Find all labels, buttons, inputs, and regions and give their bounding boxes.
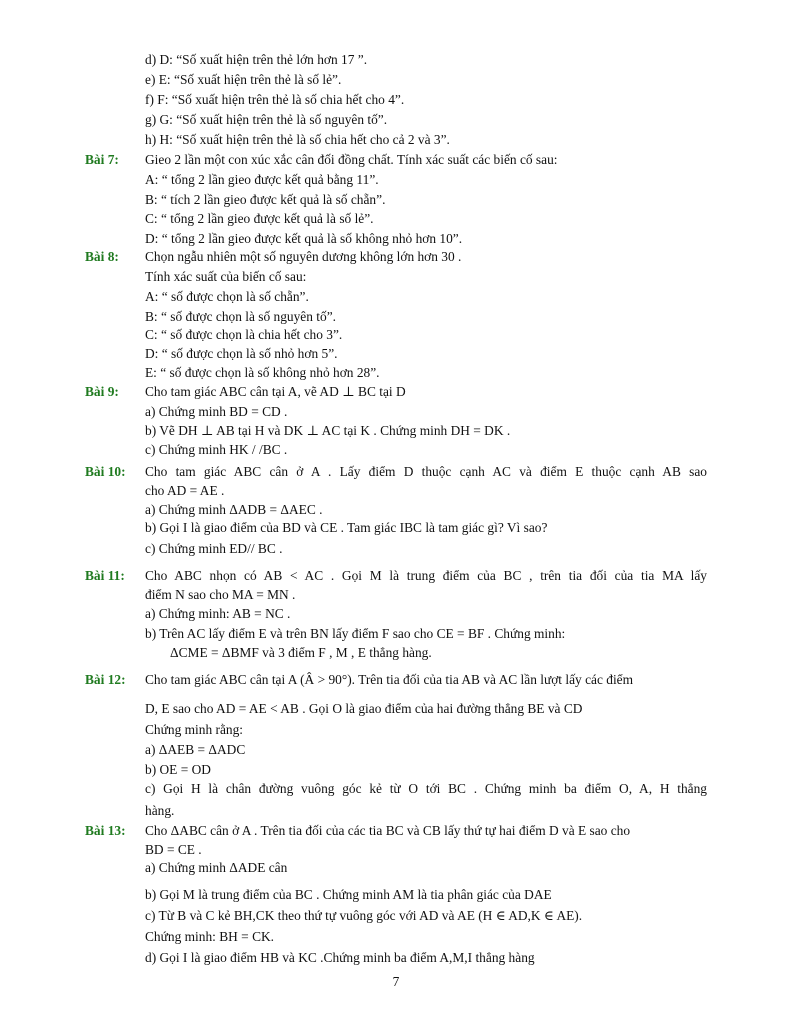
text-line: Tính xác suất của biến cố sau: [145, 269, 307, 284]
text-line: a) Chứng minh: AB = NC . [145, 606, 291, 621]
text-line: Cho ΔABC cân ở A . Trên tia đối của các tia BC và CB lấy thứ tự hai điểm D và E sao cho [145, 823, 631, 838]
text-line: a) ΔAEB = ΔADC [145, 742, 246, 757]
text-line: Cho tam giác ABC cân tại A (Â > 90°). Trên tia đối của tia AB và AC lần lượt lấy các điểm [145, 672, 634, 687]
exercise-label: Bài 8: [85, 249, 119, 264]
exercise-label: Bài 10: [85, 464, 126, 479]
text-line: A: “ tổng 2 lần gieo được kết quả bằng 11”. [145, 172, 379, 187]
text-line: Gieo 2 lần một con xúc xắc cân đối đồng chất. Tính xác suất các biến cố sau: [145, 152, 558, 167]
text-line: cho AD = AE . [145, 483, 225, 498]
text-line: Cho ABC nhọn có AB < AC . Gọi M là trung điểm của BC , trên tia đối của tia MA lấy [145, 568, 707, 583]
text-line: E: “ số được chọn là số không nhỏ hơn 28”. [145, 365, 380, 380]
text-line: g) G: “Số xuất hiện trên thẻ là số nguyên tố”. [145, 112, 388, 127]
text-line: e) E: “Số xuất hiện trên thẻ là số lẻ”. [145, 72, 342, 87]
text-line: Chứng minh rằng: [145, 722, 244, 737]
text-line: Cho tam giác ABC cân tại A, vẽ AD ⊥ BC tại D [145, 384, 406, 399]
text-line: A: “ số được chọn là số chẵn”. [145, 289, 309, 304]
text-line: điểm N sao cho MA = MN . [145, 587, 296, 602]
text-line: hàng. [145, 803, 175, 818]
exercise-label: Bài 9: [85, 384, 119, 399]
text-line: Cho tam giác ABC cân ở A . Lấy điểm D thuộc cạnh AC và điểm E thuộc cạnh AB sao [145, 464, 707, 479]
text-line: D: “ tổng 2 lần gieo được kết quả là số không nhỏ hơn 10”. [145, 231, 463, 246]
text-line: b) Gọi I là giao điểm của BD và CE . Tam giác IBC là tam giác gì? Vì sao? [145, 520, 548, 535]
text-line: f) F: “Số xuất hiện trên thẻ là số chia hết cho 4”. [145, 92, 405, 107]
exercise-label: Bài 7: [85, 152, 119, 167]
text-line: ΔCME = ΔBMF và 3 điểm F , M , E thẳng hàng. [170, 645, 432, 660]
text-line: c) Chứng minh HK / /BC . [145, 442, 288, 457]
text-line: D, E sao cho AD = AE < AB . Gọi O là giao điểm của hai đường thẳng BE và CD [145, 701, 583, 716]
text-line: b) Vẽ DH ⊥ AB tại H và DK ⊥ AC tại K . Chứng minh DH = DK . [145, 423, 511, 438]
text-line: d) Gọi I là giao điểm HB và KC .Chứng minh ba điểm A,M,I thẳng hàng [145, 950, 535, 965]
text-line: c) Gọi H là chân đường vuông góc kẻ từ O tới BC . Chứng minh ba điểm O, A, H thẳng [145, 781, 707, 796]
text-line: h) H: “Số xuất hiện trên thẻ là số chia hết cho cả 2 và 3”. [145, 132, 450, 147]
text-line: c) Từ B và C kẻ BH,CK theo thứ tự vuông góc với AD và AE (H ∈ AD,K ∈ AE). [145, 908, 583, 923]
text-line: c) Chứng minh ED// BC . [145, 541, 283, 556]
text-line: a) Chứng minh ΔADE cân [145, 860, 288, 875]
text-line: a) Chứng minh ΔADB = ΔAEC . [145, 502, 323, 517]
text-line: a) Chứng minh BD = CD . [145, 404, 288, 419]
page-number: 7 [392, 974, 400, 989]
text-line: b) Trên AC lấy điểm E và trên BN lấy điểm F sao cho CE = BF . Chứng minh: [145, 626, 566, 641]
text-line: C: “ số được chọn là chia hết cho 3”. [145, 327, 343, 342]
exercise-label: Bài 12: [85, 672, 126, 687]
exercise-label: Bài 13: [85, 823, 126, 838]
text-line: C: “ tổng 2 lần gieo được kết quả là số lẻ”. [145, 211, 374, 226]
text-line: BD = CE . [145, 842, 202, 857]
text-line: D: “ số được chọn là số nhỏ hơn 5”. [145, 346, 338, 361]
text-line: B: “ tích 2 lần gieo được kết quả là số chẵn”. [145, 192, 386, 207]
text-line: Chọn ngẫu nhiên một số nguyên dương không lớn hơn 30 . [145, 249, 462, 264]
text-line: Chứng minh: BH = CK. [145, 929, 275, 944]
text-line: b) OE = OD [145, 762, 211, 777]
text-line: B: “ số được chọn là số nguyên tố”. [145, 309, 336, 324]
exercise-label: Bài 11: [85, 568, 125, 583]
text-line: b) Gọi M là trung điểm của BC . Chứng minh AM là tia phân giác của DAE [145, 887, 552, 902]
text-line: d) D: “Số xuất hiện trên thẻ lớn hơn 17 ”. [145, 52, 368, 67]
